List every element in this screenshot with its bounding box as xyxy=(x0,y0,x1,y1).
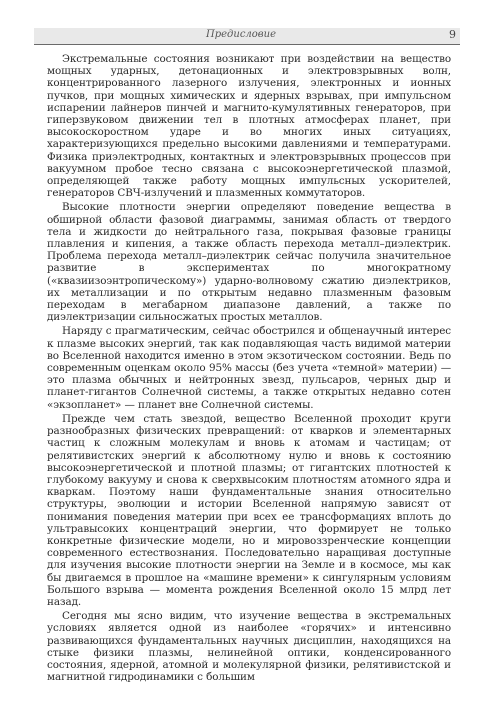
body-text xyxy=(47,53,451,683)
paragraph: Наряду с прагматическим, сейчас обострился и общенаучный интерес к плазме высоких энергий, так как подавляющая часть видимой материи во Вселенной находится именно в этом экзотическом состоянии. Ведь по современным оценкам около 95% массы (без учета «темной» материи) — это плазма обычных и нейтронных звезд, пульсаров, черных дыр и планет-гигантов Солнечной системы, а также открытых недавно сотен «экзопланет» — планет вне Солнечной системы. xyxy=(47,325,451,411)
paragraph: Экстремальные состояния возникают при воздействии на вещество мощных ударных, детонационных и электровзрывных волн, концентрированного лазерного излучения, электронных и ионных пучков, при мощных химических и ядерных взрывах, при импульсном испарении лайнеров пинчей и магнито-кумулятивных генераторов, при гиперзвуковом движении тел в плотных атмосферах планет, при высокоскоростном ударе и во многих иных ситуациях, характеризующихся предельно высокими давлениями и температурами. Физика приэлектродных, контактных и электровзрывных процессов при вакуумном пробое тесно связана с высокоэнергетической плазмой, определяющей также работу мощных импульсных ускорителей, генераторов СВЧ-излучений и плазменных коммутаторов. xyxy=(47,53,451,200)
paragraph: Высокие плотности энергии определяют поведение вещества в обширной области фазовой диаграммы, занимая область от твердого тела и жидкости до нейтрального газа, покрывая фазовые границы плавления и кипения, а также область перехода металл–диэлектрик. Проблема перехода металл–диэлектрик сейчас получила значительное развитие в экспериментах по многократному («квазиизоэнтропическому») ударно-волновому сжатию диэлектриков, их металлизации и по открытым недавно плазменным фазовым переходам в мегабарном диапазоне давлений, а также по диэлектризации сильносжатых простых металлов. xyxy=(47,201,451,324)
running-title: Предисловие xyxy=(206,29,276,40)
page-number: 9 xyxy=(449,28,456,41)
paragraph: Прежде чем стать звездой, вещество Вселенной проходит круги разнообразных физических превращений: от кварков и элементарных частиц к сложным молекулам и вновь к атомам и частицам; от релятивистских энергий к абсолютному нулю и вновь к состоянию высокоэнергетической и плотной плазмы; от гигантских плотностей к глубокому вакууму и снова к сверхвысоким плотностям атомного ядра и кваркам. Поэтому наши фундаментальные знания относительно структуры, эволюции и истории Вселенной напрямую зависят от понимания поведения материи при всех ее трансформациях вплоть до ультравысоких концентраций энергии, что формирует не только конкретные физические модели, но и мировоззренческие концепции современного естествознания. Последовательно наращивая доступные для изучения высокие плотности энергии на Земле и в космосе, мы как бы двигаемся в прошлое на «машине времени» к сингулярным условиям Большого взрыва — момента рождения Вселенной около 15 млрд лет назад. xyxy=(47,412,451,608)
running-header xyxy=(34,28,460,45)
paragraph: Сегодня мы ясно видим, что изучение вещества в экстремальных условиях является одной из наиболее «горячих» и интенсивно развивающихся фундаментальных научных дисциплин, находящихся на стыке физики плазмы, нелинейной оптики, конденсированного состояния, ядерной, атомной и молекулярной физики, релятивистской и магнитной гидродинамики с большим xyxy=(47,610,451,684)
